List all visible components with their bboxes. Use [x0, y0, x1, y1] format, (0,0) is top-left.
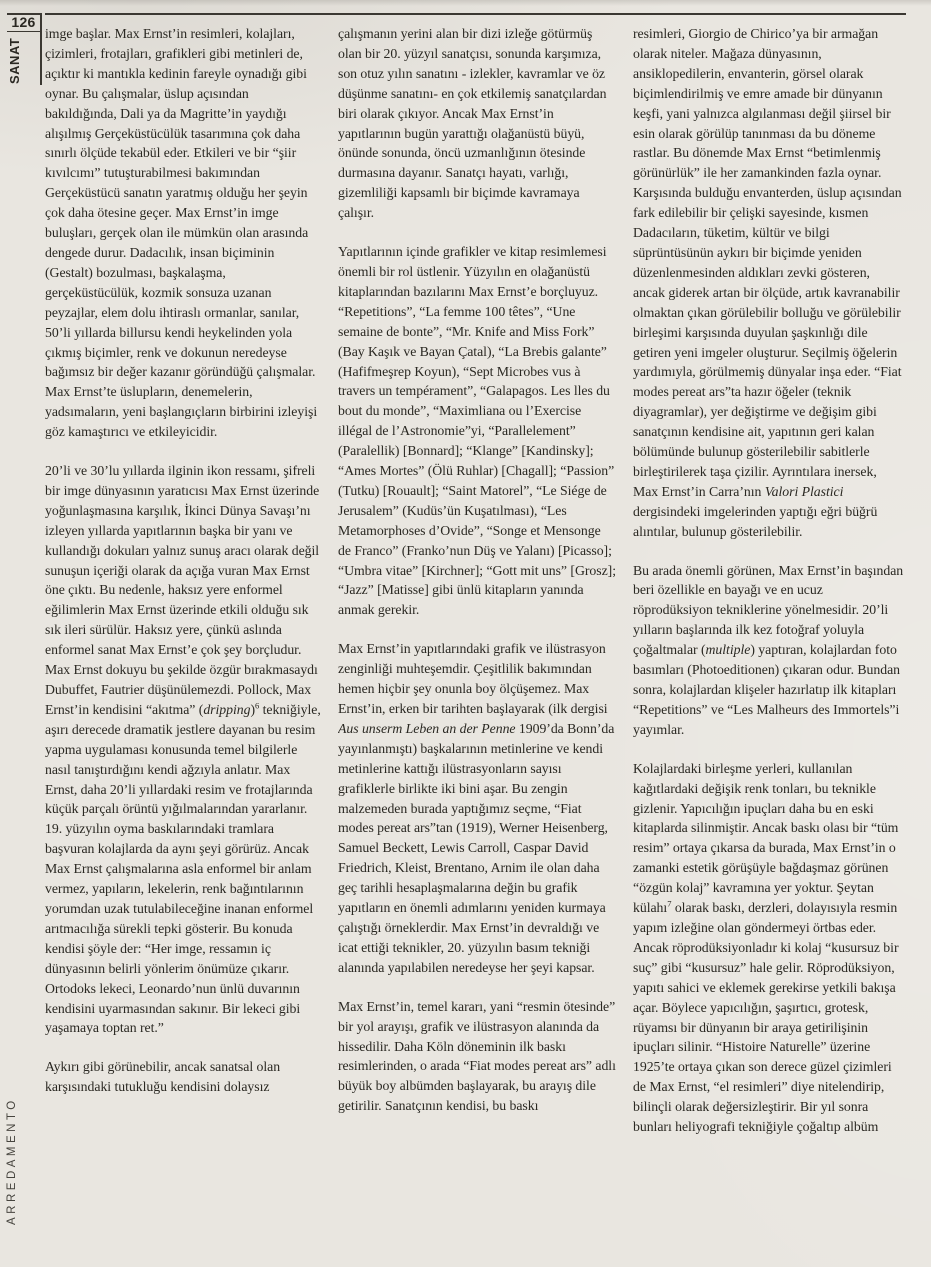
folio-rule-bottom [7, 31, 40, 32]
paragraph: Yapıtlarının içinde grafikler ve kitap resimlemesi önemli bir rol üstlenir. Yüzyılın en olağanüstü kitaplarından bazılarını Max Ernst’e borçluyuz. “Repetitions”, “La femme 100 têtes”, “Une semaine de bonte”, “Mr. Knife and Miss Fork” (Bay Kaşık ve Bayan Çatal), “La Brebis galante” (Hafifmeşrep Koyun), “Sept Microbes vus à travers un tempérament”, “Galapagos. Les lles du bout du monde”, “Maximliana ou l’Exercise illégal de l’Astronomie”yi, “Parallelement” (Paralellik) [Bonnard]; “Klange” [Kandinsky]; “Ames Mortes” (Ölü Ruhlar) [Chagall]; “Passion” (Tutku) [Rouault]; “Saint Matorel”, “Le Siége de Jerusalem” (Kudüs’ün Kuşatılması), “Les Metamorphoses d’Ovide”, “Songe et Mensonge de Franco” (Franko’nun Düş ve Yalanı) [Picasso]; “Umbra vitae” [Kirchner]; “Gott mit uns” [Grosz]; “Jazz” [Matisse] gibi ünlü kitapların yanında anmak gerekir. [338, 244, 616, 618]
paragraph: Max Ernst’in, temel kararı, yani “resmin ötesinde” bir yol arayışı, grafik ve ilüstrasyon alanında da hissedilir. Daha Köln döneminin ilk baskı resimlerinden, o arada “Fiat modes pereat ars” adlı büyük boy albümden başlayarak, bu arayış dile getirilir. Sanatçının kendisi, bu baskı [338, 998, 616, 1114]
paragraph: Aykırı gibi görünebilir, ancak sanatsal olan karşısındaki tutukluğu kendisini dolaysız [45, 1059, 281, 1095]
page-number: 126 [11, 14, 36, 30]
paragraph: resimleri, Giorgio de Chirico’ya bir armağan olarak niteler. Mağaza dünyasının, ansiklopedilerin, envanterin, görsel olarak biçimlendirilmiş ve emre amade bir dünyanın keşfi, yani yalnızca algılanması değil şiirsel bir esin olarak görülüp tanınması da bu döneme rastlar. Bu dönemde Max Ernst “betimlenmiş görünürlük” ile her zamankinden fazla oynar. Karşısında bulduğu envanterden, üslup açısından fark edilebilir bir çelişki sayesinde, kısmen Dadacıların, tüketim, kültür ve bilgi süprüntüsünün aykırı bir biçimde yeniden düzenlenmesinden aldıkları zevki gösteren, ancak giderek artan bir ölçüde, artık kavranabilir olmaktan çıkan görülebilir bolluğu ve görülebilir birleşimi karşısında duyulan şaşkınlığı dile getiren yeni imgeler oluşturur. Seçilmiş öğelerin yardımıyla, görülmemiş dünyalar inşa eder. “Fiat modes pereat ars”ta hazır öğeler (teknik diyagramlar), yer değiştirme ve değişim gibi sanatçının kendisine ait, yapıtının geri kalan bölümünde bulunup gösterilebilir sabitlerle birleştirilerek taşa çizilir. Ayrıntılara inersek, Max Ernst’in Carra’nın Valori Plastici dergisindeki imgelerinden yaptığı eğri büğrü alıntılar, bulunup gösterilebilir. [633, 26, 902, 539]
folio-vertical-rule [40, 13, 42, 85]
article-columns [45, 24, 905, 1262]
text-column-3 [633, 24, 905, 1262]
paragraph: 20’li ve 30’lu yıllarda ilginin ikon ressamı, şifreli bir imge dünyasının yaratıcısı Max Ernst üzerinde yoğunlaşmasına karşılık, İkinci Dünya Savaşı’nı izleyen yıllarda yapıtlarının başka bir yanı ve kullandığı dokuları yalnız sunuş aracı olarak değil sunuşun içeriği olarak da açığa vuran Max Ernst öne çıktı. Bu nedenle, haksız yere enformel eğilimlerin Max Ernst üzerinde etkili olduğu sık sık ileri sürülür. Haksız yere, çünkü aslında enformel sanat Max Ernst’e çok şey borçludur. Max Ernst dokuyu bu şekilde özgür bırakmasaydı Dubuffet, Fautrier düşünülemezdi. Pollock, Max Ernst’in kendisini “akıtma” (dripping)$^6$ tekniğiyle, aşırı derecede dramatik jestlere dayanan bu resim yapma uygulaması konusunda temel bilgilerle nasıl tanıştırdığını kendi ağzıyla anlatır. Max Ernst, daha 20’li yıllardaki resim ve frotajlarında küçük parçalı örüntü yığılmalarından yararlanır. 19. yüzyılın oyma baskılarındaki tramlara başvuran kolajlarda da aynı şeyi görürüz. Ancak Max Ernst çalışmalarına asla enformel bir anlam vermez, yapıların, lekelerin, renk bağıntılarının yorumdan uzak tutulabileceğine inanan enformel arıtmacılığa sürekli tepki gösterir. Bu konuda kendisi şöyle der: “Her imge, ressamın iç dünyasının belirli yönlerim önümüze çıkarır. Ortodoks lekeci, Leonardo’nun ünlü duvarının kendisini uyarmasından sakınır. Bir lekeci gibi yaşamaya toptan ret.” [45, 463, 321, 1036]
text-column-1 [45, 24, 321, 1262]
paragraph: Max Ernst’in yapıtlarındaki grafik ve ilüstrasyon zenginliği muhteşemdir. Çeşitlilik bakımından hemen hiçbir şey onunla boy ölçüşemez. Max Ernst’in, erken bir tarihten başlayarak (ilk dergisi Aus unserm Leben an der Penne 1909’da Bonn’da yayınlanmıştı) başkalarının metinlerine ve kendi metinlerine kattığı ilüstrasyonların sayısı grafiklerle birlikte iki bini aşar. Bu zengin malzemeden burada yaptığımız seçme, “Fiat modes pereat ars”tan (1919), Werner Heisenberg, Samuel Beckett, Lewis Carroll, Caspar David Friedrich, Kleist, Brentano, Arnim ile olan daha geç tarihli hesaplaşmalarına değin bu grafik yapıtların en önemli adımlarını yeniden kurmaya çalıştığı örneklerdir. Max Ernst’in devraldığı ve icat ettiği teknikler, 20. yüzyılın basım tekniği alanında yapılabilen neredeyse her şeyi kapsar. [338, 641, 615, 975]
section-label-vertical: SANAT [7, 37, 22, 85]
paragraph: Bu arada önemli görünen, Max Ernst’in başından beri özellikle en bayağı ve en ucuz röprodüksiyon tekniklerine yönelmesidir. 20’li yılların başlarında ilk kez fotoğraf yoluyla çoğaltmalar (multiple) yaptıran, kolajlardan foto basımları (Photoeditionen) çıkaran odur. Bundan sonra, kolajlardan klişeler hazırlatıp ilk kitapları “Repetitions” ve “Les Malheurs des Immortels”i yayımlar. [633, 562, 904, 737]
paragraph: çalışmanın yerini alan bir dizi izleğe götürmüş olan bir 20. yüzyıl sanatçısı, sonunda karşımıza, son otuz yılın sanatını - izlekler, kavramlar ve öz düşünme sanatını- en çok etkilemiş sanatçılardan biri olarak çıkıyor. Ancak Max Ernst’in yapıtlarının bugün yarattığı olağanüstü büyü, önünde sonunda, öncü uzmanlığının ötesinde durmasına dayanır. Sanatçı hayatı, varlığı, gizemliliği kapsamlı bir biçimde kavramaya çalışır. [338, 26, 607, 221]
paragraph: imge başlar. Max Ernst’in resimleri, kolajları, çizimleri, frotajları, grafikleri gibi metinleri de, açıktır ki mantıkla kedinin fareyle oynadığı gibi oynar. Bu çalışmalar, üslup açısından bakıldığında, Dali ya da Magritte’in yaydığı alışılmış Gerçeküstücülük tasarımına çok daha sınırlı ölçüde tekabül eder. Etkileri ve bir “şiir kıvılcımı” tutuşturabilmesi bakımından Gerçeküstücü sanatın yaratmış olduğu her şeyin çok daha ötesine geçer. Max Ernst’in imge buluşları, gerçek olan ile mümkün olan arasında dengede durur. Dadacılık, insan biçiminin (Gestalt) bozulması, başkalaşma, gerçeküstücülük, kozmik sonsuza uzanan peyzajlar, elem dolu ihtiraslı ormanlar, sanılar, 50’li yıllarda billursu kendi heykelinden yola çıkmış biçimler, renk ve dokunun neredeyse bağımsız bir değer kazanır göründüğü çalışmalar. Max Ernst’te üslupların, denemelerin, yadsımaların, yeni başlangıçların birbirini izleyişi göz kamaştırıcı ve etkileyicidir. [45, 26, 318, 440]
paragraph: Kolajlardaki birleşme yerleri, kullanılan kağıtlardaki değişik renk tonları, bu teknikle gizlenir. Yapıcılığın ipuçları daha bu en eski kitaplarda silinmiştir. Ancak baskı olası bir “tüm resim” ortaya çıkarsa da burada, Max Ernst’in o zamanki estetik görüşüyle bağdaşmaz görünen “özgün kolaj” kavramına yer yoktur. Şeytan külahı$^7$ olarak baskı, derzleri, dolayısıyla resmin yapım izleğine olan göndermeyi örtbas eder. Ancak röprodüksiyonladır ki kolaj “kusursuz bir suç” gibi “kusursuz” hale gelir. Röprodüksiyon, yapıtı sahici ve eklemek gerekirse yetkili bakışa açar. Böylece yapıcılığın, şaşırtıcı, grotesk, rüyamsı bir dünyanın bir araya getirilişinin ipuçları silinir. “Histoire Naturelle” üzerine 1925’te ortaya çıkan son derece güzel çizimleri de Max Ernst, “el resimleri” diye nitelendirip, bilinçli olarak değersizleştirir. Bir yıl sonra bunları heliyografi tekniğiyle çoğaltıp albüm [633, 760, 899, 1135]
top-rule [45, 13, 906, 15]
magazine-title-vertical: ARREDAMENTO [6, 1097, 18, 1225]
text-column-2 [338, 24, 616, 1262]
